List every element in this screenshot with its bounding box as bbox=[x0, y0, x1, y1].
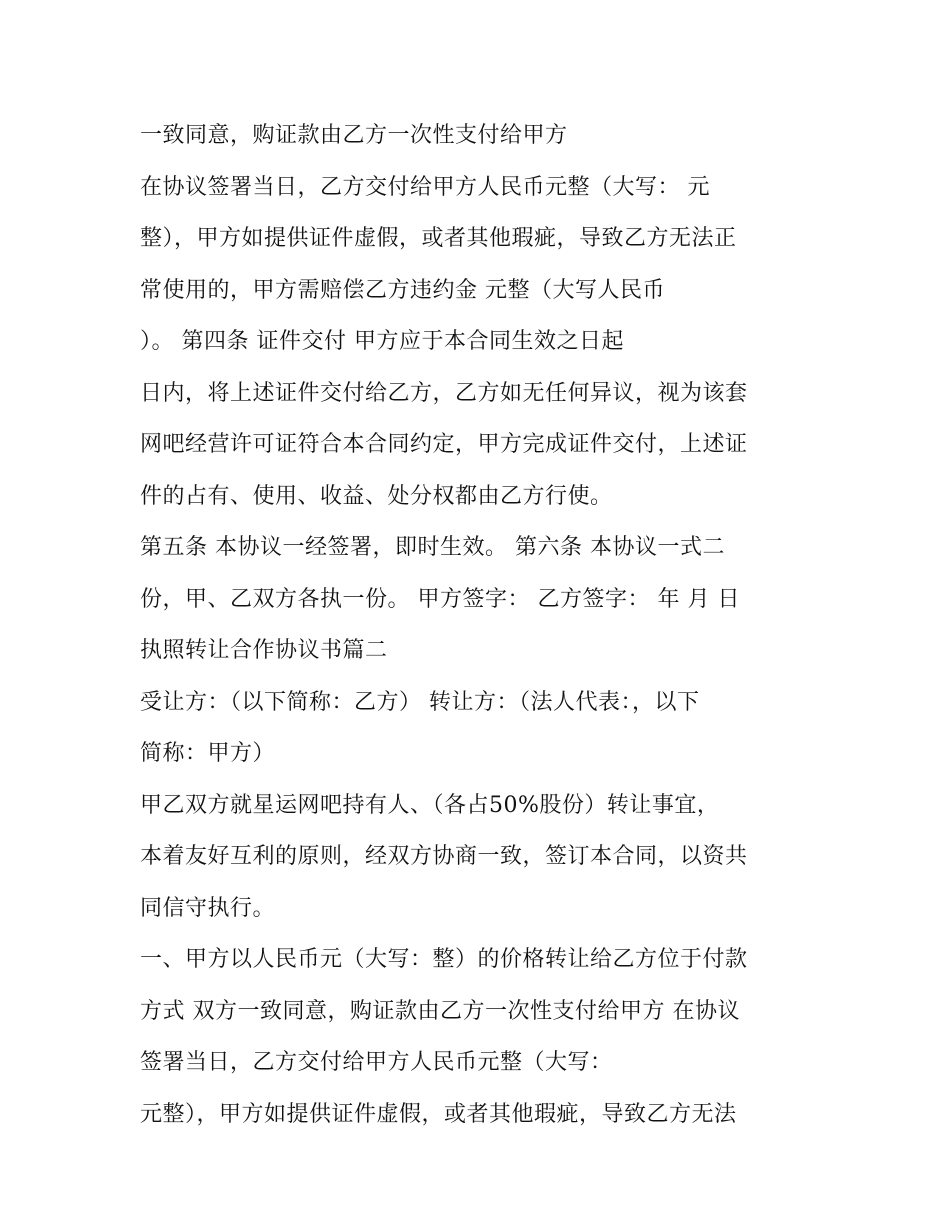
text-line: 受让方：（以下简称：乙方） 转让方：（法人代表：，以下 bbox=[140, 689, 700, 715]
section-heading: 执照转让合作协议书篇二 bbox=[140, 638, 388, 663]
text-line: 件的占有、使用、收益、处分权都由乙方行使。 bbox=[140, 483, 613, 509]
text-line: 本着友好互利的原则，经双方协商一致，签订本合同，以资共 bbox=[140, 844, 748, 869]
text-line: 整），甲方如提供证件虚假，或者其他瑕疵，导致乙方无法正 bbox=[140, 226, 737, 251]
text-line: 份，甲、乙双方各执一份。 甲方签字： 乙方签字： 年 月 日 bbox=[140, 586, 740, 612]
document-body bbox=[140, 110, 820, 1140]
text-line: 一致同意，购证款由乙方一次性支付给甲方 bbox=[140, 123, 568, 148]
text-line: 方式 双方一致同意，购证款由乙方一次性支付给甲方 在协议 bbox=[140, 998, 740, 1024]
text-line: 第五条 本协议一经签署，即时生效。 第六条 本协议一式二 bbox=[140, 535, 725, 560]
text-line: 元整），甲方如提供证件虚假，或者其他瑕疵，导致乙方无法 bbox=[140, 1101, 737, 1127]
text-line: ）。 第四条 证件交付 甲方应于本合同生效之日起 bbox=[140, 329, 624, 354]
text-line: 甲乙双方就星运网吧持有人、（各占50%股份）转让事宜， bbox=[140, 792, 720, 818]
text-line: 在协议签署当日，乙方交付给甲方人民币元整（大写： 元 bbox=[140, 174, 710, 200]
text-line: 简称：甲方） bbox=[140, 741, 276, 766]
text-line: 日内，将上述证件交付给乙方，乙方如无任何异议，视为该套 bbox=[140, 380, 748, 406]
text-line: 常使用的，甲方需赔偿乙方违约金 元整（大写人民币 bbox=[140, 277, 665, 303]
text-line: 一、甲方以人民币元（大写：整）的价格转让给乙方位于付款 bbox=[140, 947, 748, 972]
text-line: 签署当日，乙方交付给甲方人民币元整（大写： bbox=[140, 1050, 613, 1075]
text-line: 同信守执行。 bbox=[140, 895, 276, 921]
text-line: 网吧经营许可证符合本合同约定，甲方完成证件交付，上述证 bbox=[140, 432, 748, 457]
